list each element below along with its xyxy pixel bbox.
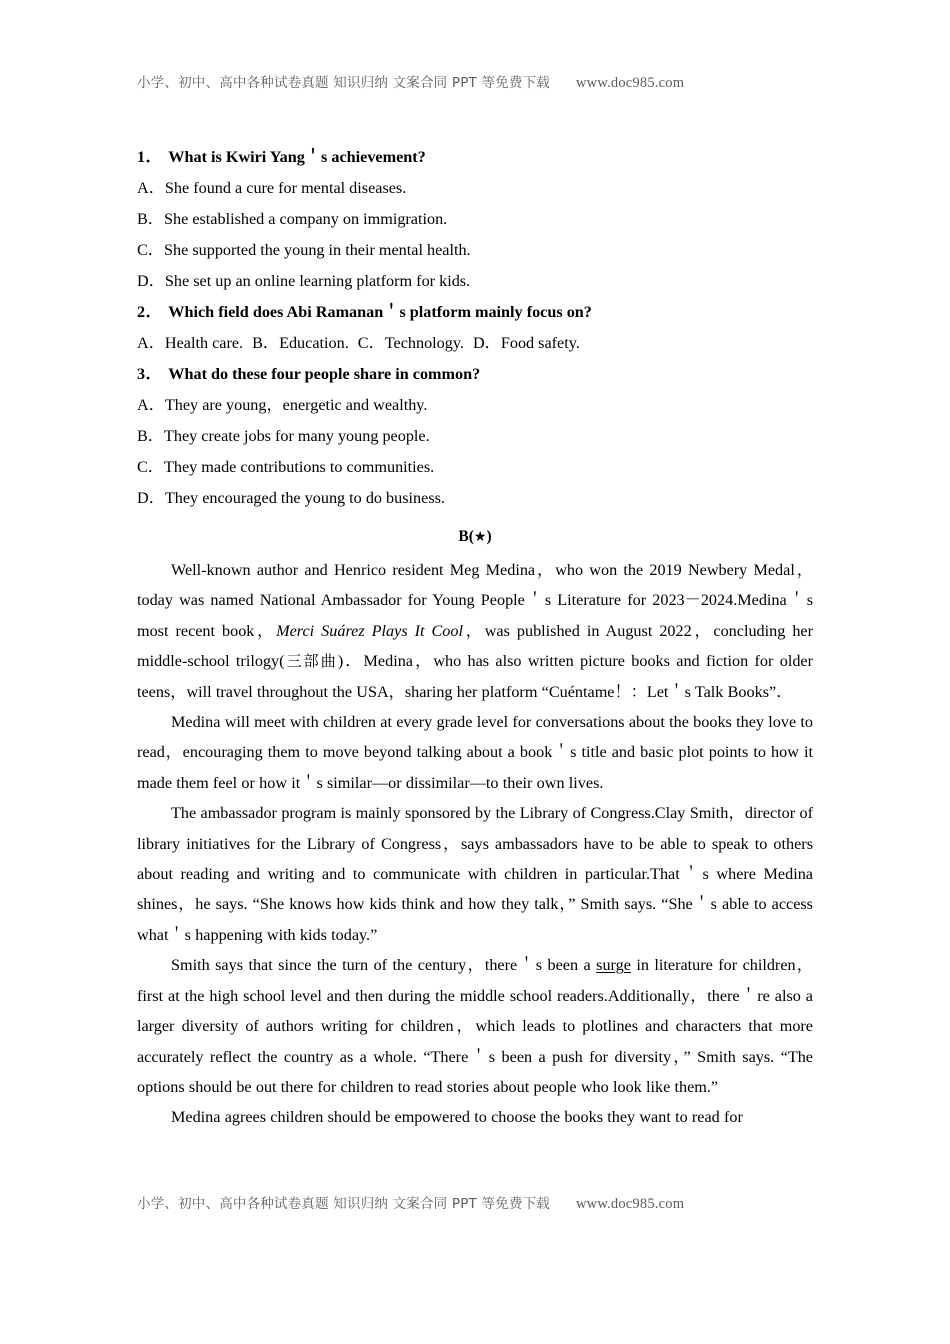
option-letter: A． (137, 334, 165, 352)
passage-section-label (137, 522, 813, 552)
question-1-option-d[interactable] (137, 266, 813, 297)
running-footer-site: www.doc985.com (576, 1196, 685, 1212)
option-letter: B． (252, 334, 280, 352)
passage-paragraph-1 (137, 555, 813, 707)
question-1-stem (137, 142, 813, 173)
option-text: Food safety. (500, 334, 580, 352)
passage-paragraph-5: Medina agrees children should be empowered to choose the books they want to read for (171, 1108, 743, 1127)
option-text: Technology. (384, 334, 464, 352)
running-footer-cn-text: 小学、初中、高中各种试卷真题 知识归纳 文案合同 PPT 等免费下载 (137, 1196, 550, 1212)
option-text: They are young，energetic and wealthy. (164, 396, 428, 414)
paragraph-4-part-a: Smith says that since the turn of the century，there＇s been a (171, 956, 597, 975)
option-text: They create jobs for many young people. (164, 427, 430, 445)
option-letter: D． (472, 334, 501, 352)
question-1-text: What is Kwiri Yang＇s achievement? (168, 148, 426, 166)
option-letter: D． (137, 272, 165, 290)
question-3-stem (137, 359, 813, 390)
passage-label-close: ) (486, 528, 492, 545)
option-text: She found a cure for mental diseases. (164, 179, 407, 197)
question-3-text: What do these four people share in common? (168, 365, 481, 383)
paragraph-4-part-b: in literature for children，first at the high school level and then during the middle school readers.Additionally，there＇re also a larger diversity of authors writing for children，which leads to plotlines and characters that more accurately reflect the country as a whole. “There＇s been a push for diversity，” Smith says. “The options should be out there for children to read stories about people who look like them.” (137, 956, 813, 1096)
option-text: She established a company on immigration. (164, 210, 448, 228)
question-3-option-d[interactable] (137, 483, 813, 514)
question-3-number: 3． (137, 365, 163, 383)
question-1-option-c[interactable] (137, 235, 813, 266)
option-letter: B． (137, 210, 164, 228)
option-text: Education. (279, 334, 349, 352)
question-3-option-c[interactable] (137, 452, 813, 483)
star-icon: ★ (473, 529, 487, 545)
question-2-stem (137, 297, 813, 328)
chinese-gloss-trilogy: 三部曲 (284, 652, 338, 671)
running-header-site: www.doc985.com (576, 75, 685, 91)
question-1-number: 1． (137, 148, 163, 166)
passage-label-letter: B( (458, 528, 474, 545)
passage-paragraph-2: Medina will meet with children at every grade level for conversations about the books they love to read，encouraging them to move beyond talking about a book＇s title and basic plot points to how it made them feel or how it＇s similar—or dissimilar—to their own lives. (137, 713, 813, 792)
page-content (137, 142, 813, 1133)
question-2-option-c[interactable] (358, 334, 464, 352)
option-letter: C． (137, 241, 164, 259)
option-letter: A． (137, 396, 165, 414)
running-footer (137, 1192, 813, 1213)
paragraph-1-part-c: )．Medina，who has also written picture books and fiction for older teens，will travel throughout the USA，sharing her platform “Cuéntame！：Let＇s Talk Books”． (137, 652, 813, 701)
option-letter: A． (137, 179, 165, 197)
running-header-cn-text: 小学、初中、高中各种试卷真题 知识归纳 文案合同 PPT 等免费下载 (137, 75, 550, 91)
paragraph-1-part-a: Well-known author and Henrico resident Meg Medina，who won the 2019 Newbery Medal，today was named National Ambassador for Young People＇s Literature for 2023－2024.Medina＇s most recent book， (137, 561, 813, 640)
question-2-option-b[interactable] (252, 334, 349, 352)
question-2-options (137, 328, 813, 359)
option-letter: C． (357, 334, 385, 352)
question-3-option-a[interactable] (137, 390, 813, 421)
question-1-option-b[interactable] (137, 204, 813, 235)
option-letter: D． (137, 489, 165, 507)
option-text: She supported the young in their mental health. (164, 241, 471, 259)
paragraph-1-part-b: ，was published in August 2022，concluding her middle-school trilogy( (137, 621, 814, 671)
question-3-option-b[interactable] (137, 421, 813, 452)
running-header (137, 71, 813, 92)
passage-paragraph-4 (137, 950, 813, 1102)
option-text: They made contributions to communities. (164, 458, 435, 476)
book-title: Merci Suárez Plays It Cool (276, 621, 463, 640)
passage-paragraph-3: The ambassador program is mainly sponsored by the Library of Congress.Clay Smith，director of library initiatives for the Library of Congress，says ambassadors have to be able to speak to others about reading and writing and to communicate with children in particular.That＇s where Medina shines，he says. “She knows how kids think and how they talk，” Smith says. “She＇s able to access what＇s happening with kids today.” (137, 804, 813, 944)
option-text: They encouraged the young to do business. (164, 489, 445, 507)
question-2-option-d[interactable] (473, 334, 580, 352)
question-2-text: Which field does Abi Ramanan＇s platform mainly focus on? (168, 303, 592, 321)
question-2-option-a[interactable] (137, 334, 243, 352)
question-1-option-a[interactable] (137, 173, 813, 204)
question-2-number: 2． (137, 303, 163, 321)
option-text: Health care. (164, 334, 244, 352)
option-letter: C． (137, 458, 164, 476)
option-letter: B． (137, 427, 164, 445)
option-text: She set up an online learning platform for kids. (164, 272, 471, 290)
underlined-word-surge: surge (596, 956, 631, 975)
